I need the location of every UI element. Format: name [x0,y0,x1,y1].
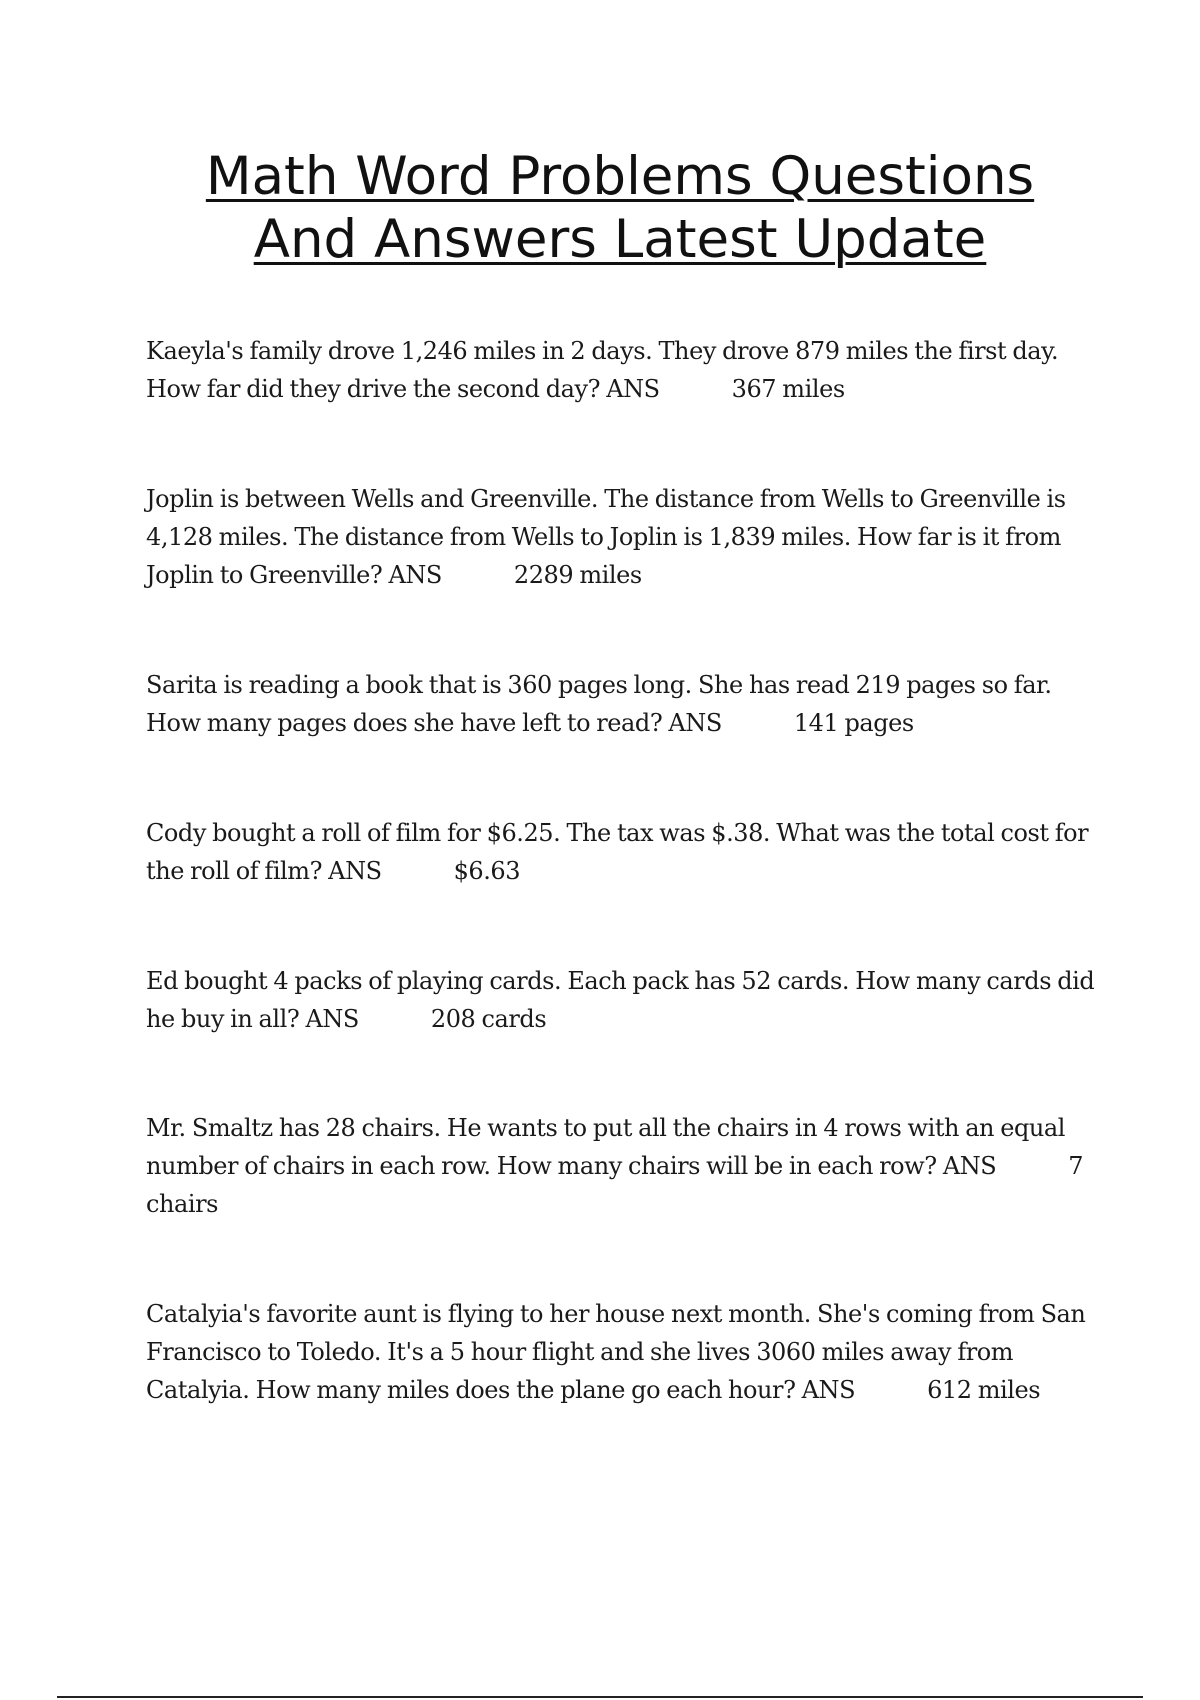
problem-1 [146,332,1096,408]
problem-2 [146,480,1096,594]
problem-question: Ed bought 4 packs of playing cards. Each pack has 52 cards. How many cards did he buy in all? ANS [146,967,1095,1033]
title-line-2: And Answers Latest Update [253,209,987,270]
problem-answer: $6.63 [453,857,521,885]
problem-6 [146,1109,1096,1223]
document-title [0,145,1200,271]
problem-answer: 612 miles [927,1376,1041,1404]
problem-question: Joplin is between Wells and Greenville. The distance from Wells to Greenville is 4,128 miles. The distance from Wells to Joplin is 1,839 miles. How far is it from Joplin to Greenville? ANS [146,485,1066,589]
problem-question: Cody bought a roll of film for $6.25. The tax was $.38. What was the total cost for the roll of film? ANS [146,819,1089,885]
problem-answer: 2289 miles [513,561,642,589]
problem-question: Kaeyla's family drove 1,246 miles in 2 days. They drove 879 miles the first day. How far did they drive the second day? ANS [146,337,1059,403]
problem-question: Sarita is reading a book that is 360 pages long. She has read 219 pages so far. How many pages does she have left to read? ANS [146,671,1052,737]
problem-3 [146,666,1096,742]
problem-7 [146,1295,1096,1409]
problem-answer: 208 cards [430,1005,547,1033]
problem-question: Catalyia's favorite aunt is flying to her house next month. She's coming from San Francisco to Toledo. It's a 5 hour flight and she lives 3060 miles away from Catalyia. How many miles does the plane go each hour? ANS [146,1300,1086,1404]
problem-5 [146,962,1096,1038]
problem-answer: 141 pages [793,709,914,737]
problem-4 [146,814,1096,890]
problem-answer: 367 miles [731,375,845,403]
title-line-1: Math Word Problems Questions [205,146,1035,207]
problem-answer: 7 chairs [146,1152,1084,1218]
bottom-divider [57,1696,1143,1698]
problem-list [146,332,1096,1409]
problem-question: Mr. Smaltz has 28 chairs. He wants to put all the chairs in 4 rows with an equal number of chairs in each row. How many chairs will be in each row? ANS [146,1114,1066,1180]
